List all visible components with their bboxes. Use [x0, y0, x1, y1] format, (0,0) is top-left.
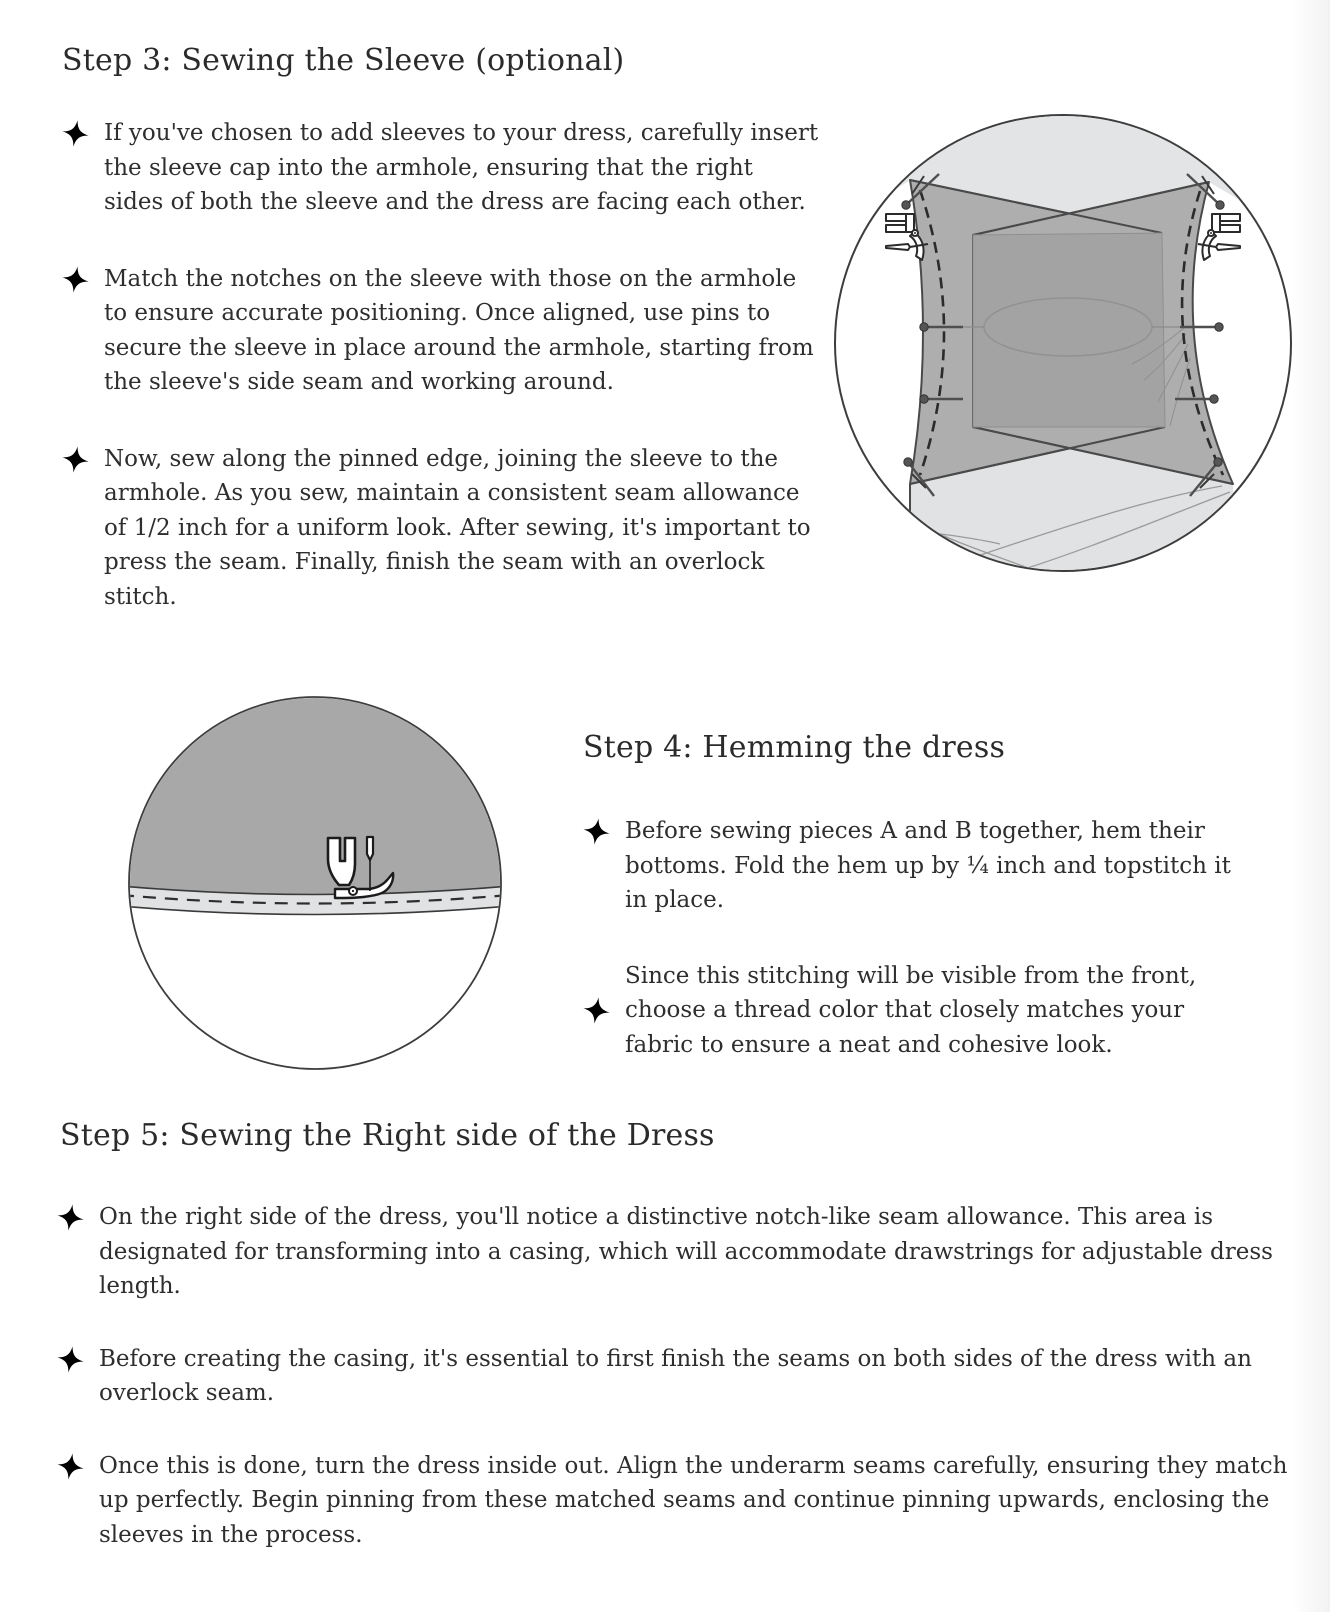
- bullet-text: If you've chosen to add sleeves to your dress, carefully insert the sleeve cap into the armhole, ensuring that the right sides of both the sleeve and the dress are facing each other.: [104, 120, 819, 215]
- sparkle-bullet-icon: [62, 444, 89, 475]
- bullet-text: On the right side of the dress, you'll notice a distinctive notch-like seam allowance. This area is designated for transforming into a casing, which will accommodate drawstrings for adjustable dress length.: [99, 1204, 1273, 1299]
- bullet-text: Now, sew along the pinned edge, joining the sleeve to the armhole. As you sew, maintain a consistent seam allowance of 1/2 inch for a uniform look. After sewing, it's important to press the seam. Finally, finish the seam with an overlock stitch.: [104, 445, 811, 610]
- sparkle-bullet-icon: [583, 816, 610, 847]
- hem-topstitching-illustration: [126, 694, 504, 1076]
- step-3-heading: Step 3: Sewing the Sleeve (optional): [62, 43, 625, 78]
- step-5-bullet-list: [57, 1200, 1309, 1590]
- armhole-pinning-illustration: [832, 106, 1294, 584]
- bullet-item: [62, 442, 819, 615]
- step-4-heading: Step 4: Hemming the dress: [583, 730, 1006, 765]
- page-edge-shade: [1292, 0, 1330, 1612]
- bullet-item: [57, 1200, 1309, 1304]
- bullet-item: [57, 1342, 1309, 1411]
- sparkle-bullet-icon: [57, 1344, 84, 1375]
- dress-fabric-area: [126, 694, 504, 895]
- sparkle-bullet-icon: [57, 1451, 84, 1482]
- bullet-text: Before creating the casing, it's essential to first finish the seams on both sides of the dress with an overlock seam.: [99, 1345, 1252, 1406]
- step-3-bullet-list: [62, 116, 819, 656]
- step-4-column: [583, 729, 1255, 1103]
- bullet-item: [62, 262, 819, 400]
- bullet-text: Since this stitching will be visible from the front, choose a thread color that closely matches your fabric to ensure a neat and cohesive look.: [625, 962, 1197, 1058]
- sparkle-bullet-icon: [57, 1202, 84, 1233]
- sparkle-bullet-icon: [62, 118, 89, 149]
- bullet-text: Once this is done, turn the dress inside out. Align the underarm seams carefully, ensuring they match up perfectly. Begin pinning from these matched seams and continue pinning upwards, enclosing the sleeves in the process.: [99, 1452, 1288, 1548]
- overlap-panel: [973, 233, 1165, 427]
- sparkle-bullet-icon: [62, 264, 89, 295]
- sparkle-bullet-icon: [583, 995, 610, 1026]
- bullet-item: [57, 1449, 1309, 1553]
- bullet-text: Match the notches on the sleeve with those on the armhole to ensure accurate positioning. Once aligned, use pins to secure the sleeve in place around the armhole, starting from the sleeve's side seam and working around.: [104, 265, 814, 395]
- bullet-item: [583, 814, 1255, 918]
- bullet-item: [583, 959, 1255, 1063]
- bullet-item: [62, 116, 819, 220]
- bullet-text: Before sewing pieces A and B together, hem their bottoms. Fold the hem up by ¼ inch and topstitch it in place.: [625, 818, 1231, 913]
- step-5-heading: Step 5: Sewing the Right side of the Dress: [60, 1118, 715, 1153]
